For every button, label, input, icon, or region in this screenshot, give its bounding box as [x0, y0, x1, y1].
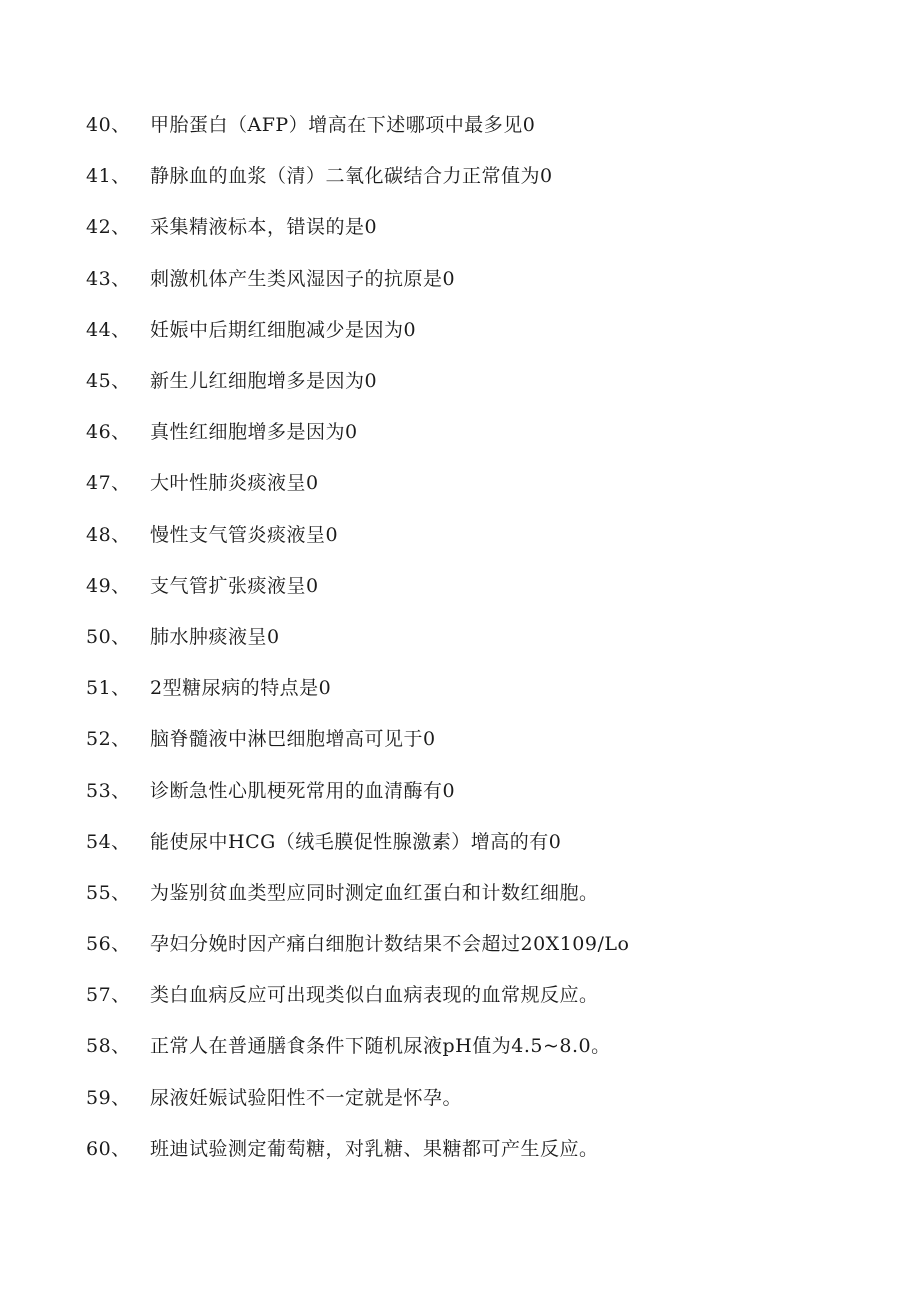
question-text: 真性红细胞增多是因为0	[150, 421, 358, 444]
question-text: 慢性支气管炎痰液呈0	[150, 523, 339, 546]
question-text: 正常人在普通膳食条件下随机尿液pH值为4.5~8.0。	[150, 1035, 611, 1058]
question-item	[86, 1071, 629, 1122]
question-item	[86, 1122, 629, 1173]
question-number: 49、	[86, 574, 131, 597]
question-item	[86, 252, 629, 303]
question-number: 41、	[86, 165, 131, 188]
question-number: 52、	[86, 728, 131, 751]
question-item	[86, 354, 629, 405]
question-item	[86, 815, 629, 866]
question-text: 班迪试验测定葡萄糖，对乳糖、果糖都可产生反应。	[150, 1137, 599, 1160]
question-item	[86, 1019, 629, 1070]
question-number: 51、	[86, 677, 131, 700]
question-text: 肺水肿痰液呈0	[150, 625, 280, 648]
question-text: 刺激机体产生类风湿因子的抗原是0	[150, 267, 456, 290]
question-item	[86, 917, 629, 968]
question-item	[86, 456, 629, 507]
question-text: 脑脊髓液中淋巴细胞增高可见于0	[150, 728, 436, 751]
question-text: 孕妇分娩时因产痛白细胞计数结果不会超过20X109/Lo	[150, 933, 630, 956]
question-text: 甲胎蛋白（AFP）增高在下述哪项中最多见0	[150, 114, 536, 137]
question-item	[86, 866, 629, 917]
question-item	[86, 508, 629, 559]
question-text: 妊娠中后期红细胞减少是因为0	[150, 318, 417, 341]
question-text: 大叶性肺炎痰液呈0	[150, 472, 319, 495]
question-text: 为鉴别贫血类型应同时测定血红蛋白和计数红细胞。	[150, 881, 599, 904]
question-item	[86, 712, 629, 763]
question-text: 诊断急性心肌梗死常用的血清酶有0	[150, 779, 456, 802]
question-number: 42、	[86, 216, 131, 239]
question-number: 44、	[86, 318, 131, 341]
question-number: 56、	[86, 933, 131, 956]
question-number: 45、	[86, 370, 131, 393]
question-item	[86, 763, 629, 814]
question-text: 类白血病反应可出现类似白血病表现的血常规反应。	[150, 984, 599, 1007]
question-text: 新生儿红细胞增多是因为0	[150, 370, 378, 393]
question-item	[86, 559, 629, 610]
question-item	[86, 610, 629, 661]
question-text: 2型糖尿病的特点是0	[150, 677, 332, 700]
question-number: 58、	[86, 1035, 131, 1058]
question-text: 能使尿中HCG（绒毛膜促性腺激素）增高的有0	[150, 830, 562, 853]
question-text: 支气管扩张痰液呈0	[150, 574, 319, 597]
question-text: 静脉血的血浆（清）二氧化碳结合力正常值为0	[150, 165, 553, 188]
question-list	[86, 98, 629, 1173]
question-text: 采集精液标本，错误的是0	[150, 216, 378, 239]
question-number: 60、	[86, 1137, 131, 1160]
question-number: 57、	[86, 984, 131, 1007]
question-number: 40、	[86, 114, 131, 137]
question-number: 43、	[86, 267, 131, 290]
question-text: 尿液妊娠试验阳性不一定就是怀孕。	[150, 1086, 463, 1109]
question-number: 59、	[86, 1086, 131, 1109]
question-item	[86, 405, 629, 456]
question-number: 47、	[86, 472, 131, 495]
question-number: 50、	[86, 625, 131, 648]
question-item	[86, 661, 629, 712]
question-number: 55、	[86, 881, 131, 904]
question-item	[86, 98, 629, 149]
question-item	[86, 200, 629, 251]
question-number: 46、	[86, 421, 131, 444]
question-item	[86, 303, 629, 354]
question-item	[86, 149, 629, 200]
question-item	[86, 968, 629, 1019]
question-number: 48、	[86, 523, 131, 546]
question-number: 54、	[86, 830, 131, 853]
question-number: 53、	[86, 779, 131, 802]
